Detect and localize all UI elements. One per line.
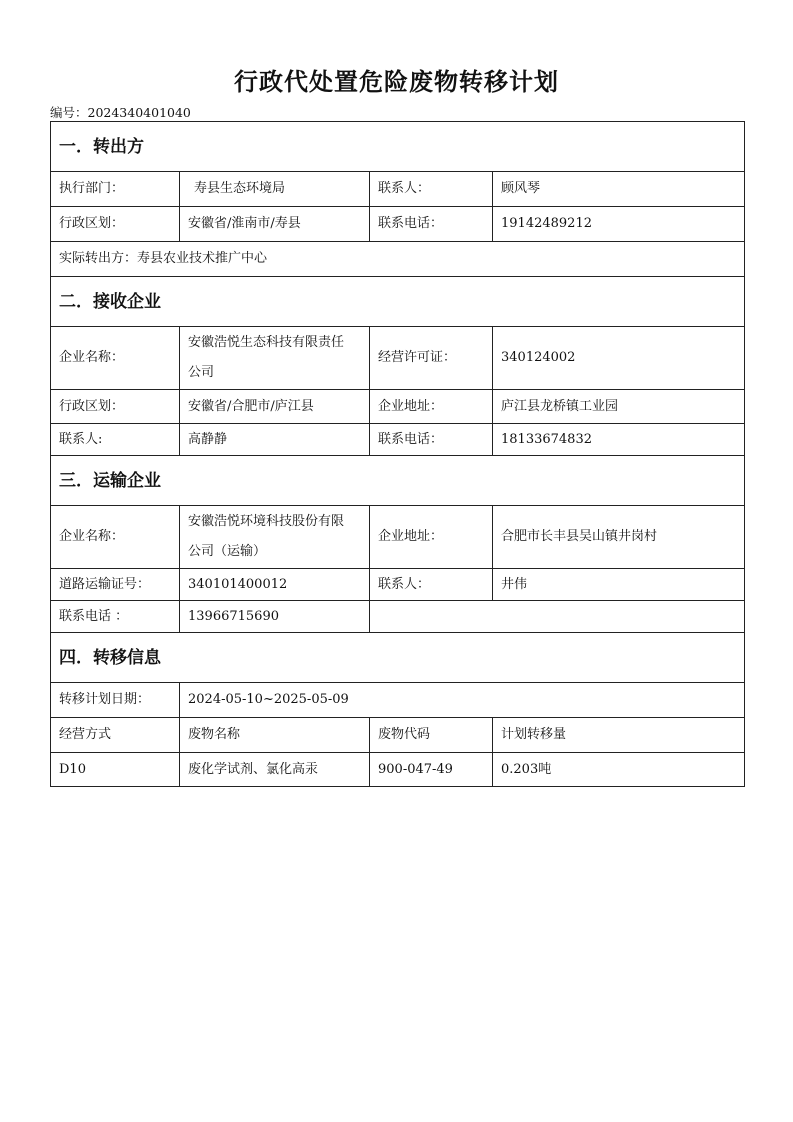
section-heading: 一．转出方 (51, 122, 745, 172)
receiver-name-line1: 安徽浩悦生态科技有限责任 (188, 335, 345, 350)
section-heading: 四．转移信息 (51, 633, 745, 683)
table-cell: 900-047-49 (370, 753, 493, 787)
section-heading: 二．接收企业 (51, 277, 745, 327)
contact-label: 联系人： (370, 172, 493, 207)
region-label: 行政区划： (51, 390, 180, 424)
contact-label: 联系人： (370, 569, 493, 601)
receiver-name-label: 企业名称： (51, 327, 180, 390)
phone-value: 19142489212 (493, 207, 745, 242)
contact-value: 高静静 (180, 424, 370, 456)
transfer-plan-form (50, 121, 745, 787)
table-row (51, 753, 745, 787)
receiver-name-value (180, 327, 370, 390)
transporter-name-label: 企业名称： (51, 506, 180, 569)
license-value: 340124002 (493, 327, 745, 390)
transporter-name-line2: 公司（运输） (188, 544, 267, 559)
table-row (51, 242, 745, 277)
document-title: 行政代处置危险废物转移计划 (234, 68, 559, 96)
table-row (51, 601, 745, 633)
phone-value: 13966715690 (180, 601, 370, 633)
section-header-transporter (51, 456, 745, 506)
table-row (51, 506, 745, 569)
phone-label: 联系电话： (370, 424, 493, 456)
document-serial-number: 编号：2024340401040 (50, 105, 191, 120)
contact-value: 井伟 (493, 569, 745, 601)
address-label: 企业地址： (370, 506, 493, 569)
actual-sender: 实际转出方：寿县农业技术推广中心 (51, 242, 745, 277)
column-header: 计划转移量 (493, 718, 745, 753)
region-label: 行政区划： (51, 207, 180, 242)
receiver-name-line2: 公司 (188, 365, 215, 380)
address-value: 庐江县龙桥镇工业园 (493, 390, 745, 424)
section-heading: 三．运输企业 (51, 456, 745, 506)
table-row (51, 207, 745, 242)
column-header: 废物名称 (180, 718, 370, 753)
region-value: 安徽省/合肥市/庐江县 (180, 390, 370, 424)
table-header-row (51, 718, 745, 753)
exec-dept-label: 执行部门： (51, 172, 180, 207)
table-row (51, 172, 745, 207)
phone-label: 联系电话 ： (51, 601, 180, 633)
table-cell: D10 (51, 753, 180, 787)
contact-label: 联系人: (51, 424, 180, 456)
column-header: 经营方式 (51, 718, 180, 753)
road-permit-label: 道路运输证号： (51, 569, 180, 601)
exec-dept-value: 寿县生态环境局 (180, 172, 370, 207)
section-header-sender (51, 122, 745, 172)
road-permit-value: 340101400012 (180, 569, 370, 601)
table-row (51, 424, 745, 456)
transporter-name-line1: 安徽浩悦环境科技股份有限 (188, 514, 345, 529)
column-header: 废物代码 (370, 718, 493, 753)
table-row (51, 683, 745, 718)
address-label: 企业地址： (370, 390, 493, 424)
plan-date-label: 转移计划日期： (51, 683, 180, 718)
license-label: 经营许可证： (370, 327, 493, 390)
table-cell: 0.203吨 (493, 753, 745, 787)
section-header-receiver (51, 277, 745, 327)
table-row (51, 390, 745, 424)
table-row (51, 569, 745, 601)
empty-cell (370, 601, 745, 633)
section-header-transfer-info (51, 633, 745, 683)
transporter-name-value (180, 506, 370, 569)
phone-value: 18133674832 (493, 424, 745, 456)
region-value: 安徽省/淮南市/寿县 (180, 207, 370, 242)
phone-label: 联系电话： (370, 207, 493, 242)
table-cell: 废化学试剂、氯化高汞 (180, 753, 370, 787)
table-row (51, 327, 745, 390)
contact-value: 顾风琴 (493, 172, 745, 207)
plan-date-value: 2024-05-10~2025-05-09 (180, 683, 745, 718)
address-value: 合肥市长丰县吴山镇井岗村 (493, 506, 745, 569)
